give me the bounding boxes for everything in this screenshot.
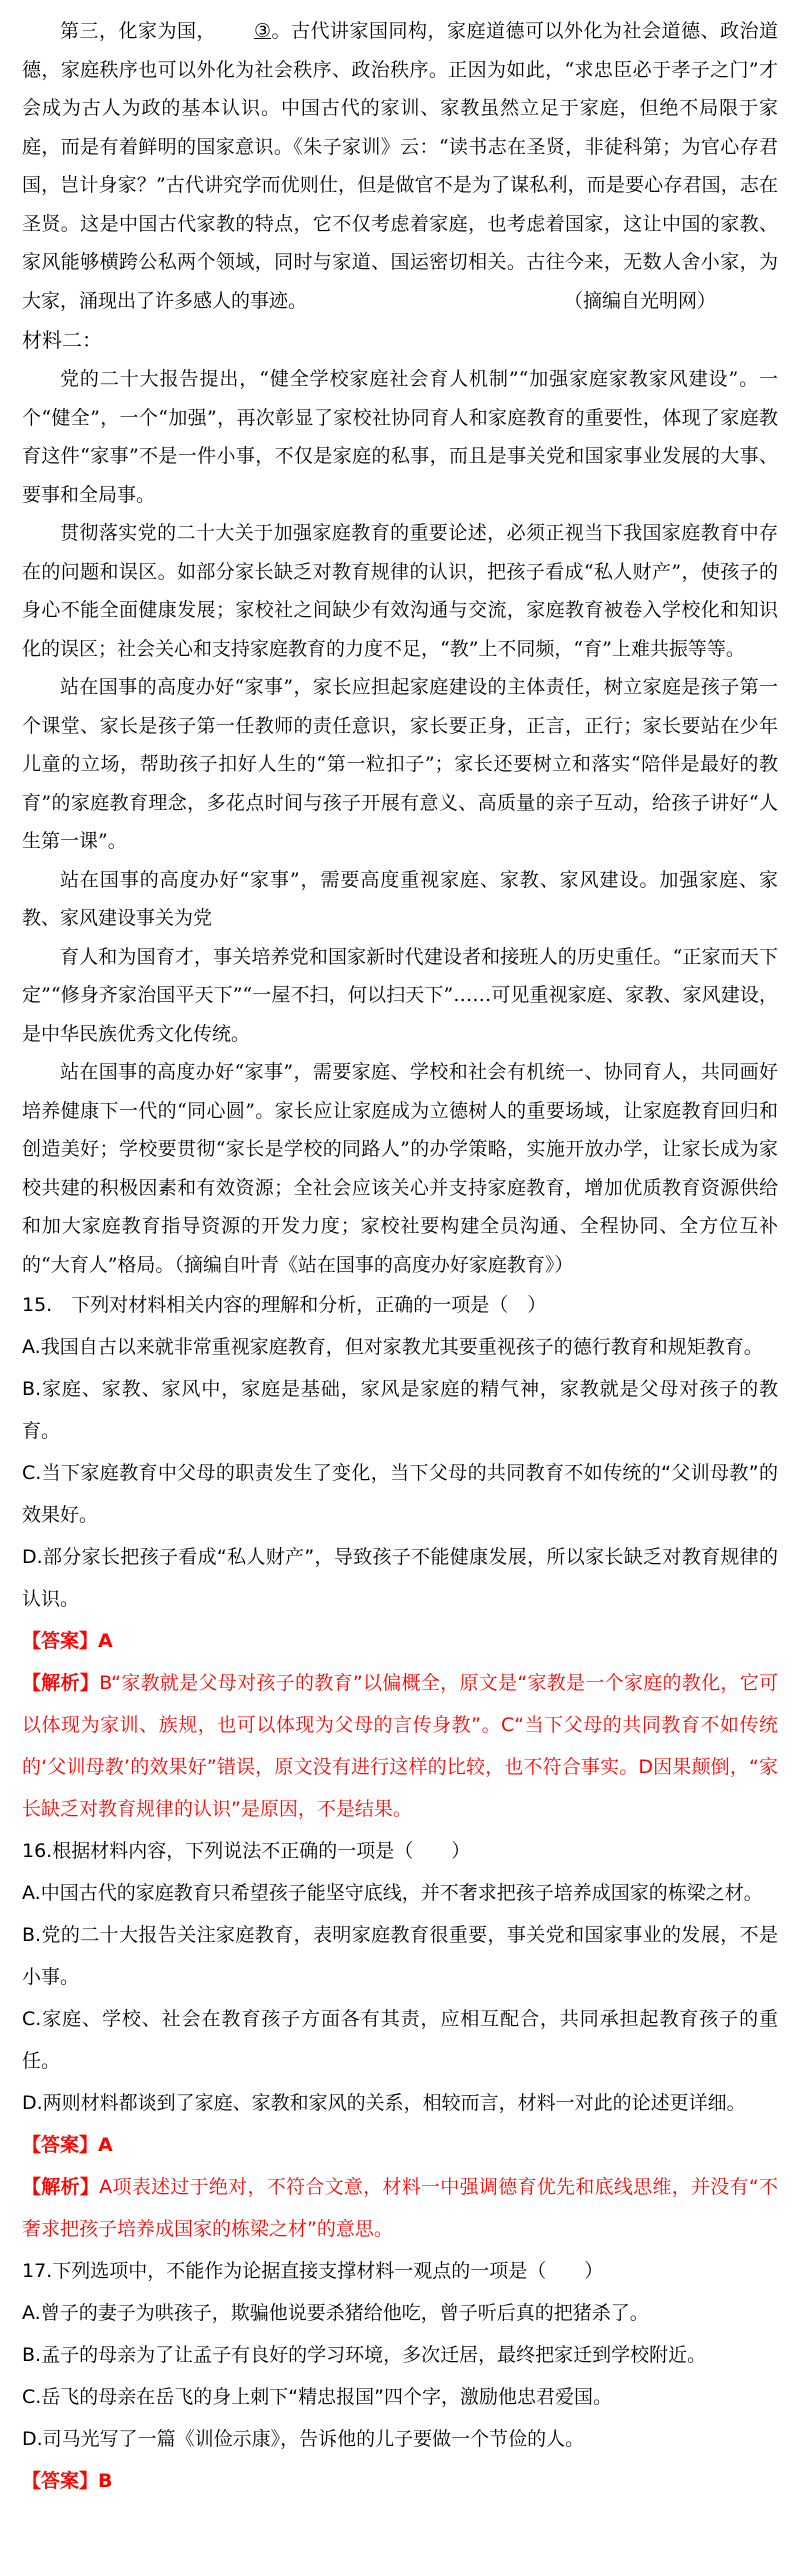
question-stem: 17.下列选项中，不能作为论据直接支撑材料一观点的一项是（ ）	[22, 2260, 604, 2282]
question-17	[22, 2250, 778, 2502]
material1-para-prefix: 第三，化家为国，	[60, 20, 216, 42]
option-a: A.曾子的妻子为哄孩子，欺骗他说要杀猪给他吃，曾子听后真的把猪杀了。	[22, 2302, 649, 2324]
option-d: D.两则材料都谈到了家庭、家教和家风的关系，相较而言，材料一对此的论述更详细。	[22, 2092, 746, 2114]
option-a: A.我国自古以来就非常重视家庭教育，但对家教尤其要重视孩子的德行教育和规矩教育。	[22, 1336, 763, 1358]
answer-line	[22, 2460, 778, 2502]
answer-label: 【答案】	[22, 1630, 99, 1652]
option-b: B.家庭、家教、家风中，家庭是基础，家风是家庭的精气神，家教就是父母对孩子的教育。	[22, 1378, 778, 1442]
question-stem: 15. 下列对材料相关内容的理解和分析，正确的一项是（ ）	[22, 1294, 547, 1316]
option-c: C.岳飞的母亲在岳飞的身上刺下“精忠报国”四个字，激励他忠君爱国。	[22, 2386, 612, 2408]
analysis-text: B“家教就是父母对孩子的教育”以偏概全，原文是“家教是一个家庭的教化，它可以体现为家训、族规，也可以体现为父母的言传身教”。C“当下父母的共同教育不如传统的‘父训母教’的效果好”错误，原文没有进行这样的比较，也不符合事实。D因果颠倒，“家长缺乏对教育规律的认识”是原因，不是结果。	[22, 1672, 778, 1820]
material1-para-suffix: 。古代讲家国同构，家庭道德可以外化为社会道德、政治道德，家庭秩序也可以外化为社会秩序、政治秩序。正因为如此，“求忠臣必于孝子之门”才会成为古人为政的基本认识。中国古代的家训、家教虽然立足于家庭，但绝不局限于家庭，而是有着鲜明的国家意识。《朱子家训》云：“读书志在圣贤，非徒科第；为官心存君国，岂计身家？”古代讲究学而优则仕，但是做官不是为了谋私利，而是要心存君国，志在圣贤。这是中国古代家教的特点，它不仅考虑着家庭，也考虑着国家，这让中国的家教、家风能够横跨公私两个领域，同时与家道、国运密切相关。古往今来，无数人舍小家，为大家，涌现出了许多感人的事迹。	[22, 20, 778, 312]
answer-value: A	[98, 2134, 113, 2156]
option-c: C.家庭、学校、社会在教育孩子方面各有其责，应相互配合，共同承担起教育孩子的重任。	[22, 2008, 778, 2072]
answer-label: 【答案】	[22, 2134, 99, 2156]
option-b: B.孟子的母亲为了让孟子有良好的学习环境，多次迁居，最终把家迁到学校附近。	[22, 2344, 707, 2366]
option-a: A.中国古代的家庭教育只希望孩子能坚守底线，并不奢求把孩子培养成国家的栋梁之材。	[22, 1882, 763, 1904]
material2-paragraph: 站在国事的高度办好“家事”，需要家庭、学校和社会有机统一、协同育人，共同画好培养健康下一代的“同心圆”。家长应让家庭成为立德树人的重要场域，让家庭教育回归和创造美好；学校要贯彻“家长是学校的同路人”的办学策略，实施开放办学，让家长成为家校共建的积极因素和有效资源；全社会应该关心并支持家庭教育，增加优质教育资源供给和加大家庭教育指导资源的开发力度；家校社要构建全员沟通、全程协同、全方位互补的“大育人”格局。（摘编自叶青《站在国事的高度办好家庭教育》）	[22, 1061, 778, 1276]
analysis-text: A项表述过于绝对，不符合文意，材料一中强调德育优先和底线思维，并没有“不奢求把孩子培养成国家的栋梁之材”的意思。	[22, 2176, 778, 2240]
analysis-label: 【解析】	[22, 2176, 100, 2198]
blank-marker-3: ③	[253, 20, 272, 42]
material2-paragraph: 育人和为国育才，事关培养党和国家新时代建设者和接班人的历史重任。“正家而天下定”“修身齐家治国平天下”“一屋不扫，何以扫天下”……可见重视家庭、家教、家风建设，是中华民族优秀文化传统。	[22, 945, 778, 1045]
question-16	[22, 1830, 778, 2250]
answer-value: A	[98, 1630, 113, 1652]
question-15	[22, 1284, 778, 1830]
option-d: D.司马光写了一篇《训俭示康》，告诉他的儿子要做一个节俭的人。	[22, 2428, 585, 2450]
material1-paragraph	[22, 12, 778, 320]
material1-source: （摘编自光明网）	[563, 289, 716, 312]
material2-paragraph: 站在国事的高度办好“家事”，家长应担起家庭建设的主体责任，树立家庭是孩子第一个课堂、家长是孩子第一任教师的责任意识，家长要正身，正言，正行；家长要站在少年儿童的立场，帮助孩子扣好人生的“第一粒扣子”；家长还要树立和落实“陪伴是最好的教育”的家庭教育理念，多花点时间与孩子开展有意义、高质量的亲子互动，给孩子讲好“人生第一课”。	[22, 676, 778, 852]
question-stem: 16.根据材料内容，下列说法不正确的一项是（ ）	[22, 1840, 471, 1862]
material2-heading: 材料二：	[22, 328, 102, 352]
material2-paragraph: 贯彻落实党的二十大关于加强家庭教育的重要论述，必须正视当下我国家庭教育中存在的问题和误区。如部分家长缺乏对教育规律的认识，把孩子看成“私人财产”，使孩子的身心不能全面健康发展；家校社之间缺少有效沟通与交流，家庭教育被卷入学校化和知识化的误区；社会关心和支持家庭教育的力度不足，“教”上不同频，“育”上难共振等等。	[22, 522, 778, 660]
analysis-line	[22, 2166, 778, 2250]
material2-paragraph: 党的二十大报告提出，“健全学校家庭社会育人机制”“加强家庭家教家风建设”。一个“健全”，一个“加强”，再次彰显了家校社协同育人和家庭教育的重要性，体现了家庭教育这件“家事”不是一件小事，不仅是家庭的私事，而且是事关党和国家事业发展的大事、要事和全局事。	[22, 368, 778, 506]
answer-value: B	[98, 2470, 113, 2492]
material2-paragraph: 站在国事的高度办好“家事”，需要高度重视家庭、家教、家风建设。加强家庭、家教、家风建设事关为党	[22, 868, 778, 929]
analysis-label: 【解析】	[22, 1672, 100, 1694]
analysis-line	[22, 1662, 778, 1830]
option-c: C.当下家庭教育中父母的职责发生了变化，当下父母的共同教育不如传统的“父训母教”的效果好。	[22, 1462, 778, 1526]
answer-label: 【答案】	[22, 2470, 99, 2492]
option-b: B.党的二十大报告关注家庭教育，表明家庭教育很重要，事关党和国家事业的发展，不是小事。	[22, 1924, 778, 1988]
option-d: D.部分家长把孩子看成“私人财产”，导致孩子不能健康发展，所以家长缺乏对教育规律的认识。	[22, 1546, 778, 1610]
answer-line	[22, 2124, 778, 2166]
answer-line	[22, 1620, 778, 1662]
